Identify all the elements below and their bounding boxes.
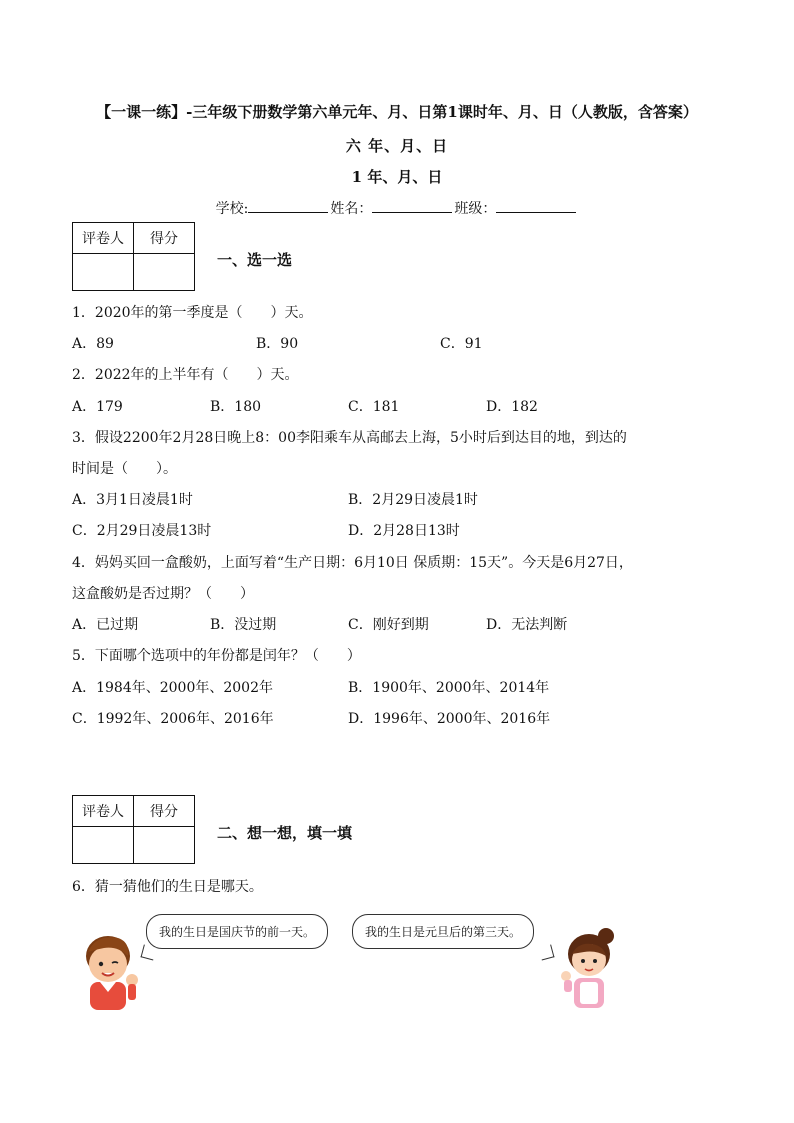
- question-2: 2．2022年的上半年有（ ）天。: [72, 367, 299, 383]
- boy-illustration-icon: [74, 930, 146, 1014]
- score-header: 得分: [134, 223, 195, 254]
- document-title: 【一课一练】-三年级下册数学第六单元年、月、日第1课时年、月、日（人教版，含答案）: [96, 103, 698, 121]
- q2-option-c[interactable]: C．181: [348, 399, 400, 415]
- question-6: 6．猜一猜他们的生日是哪天。: [72, 879, 263, 895]
- score-header: 得分: [134, 796, 195, 827]
- girl-illustration-icon: [556, 924, 622, 1014]
- question-5: 5．下面哪个选项中的年份都是闰年？（ ）: [72, 648, 361, 664]
- class-label: 班级：: [454, 201, 497, 217]
- q5-option-a[interactable]: A．1984年、2000年、2002年: [72, 680, 273, 696]
- grader-cell[interactable]: [73, 254, 134, 291]
- q1-option-a[interactable]: A．89: [72, 336, 114, 352]
- q4-option-d[interactable]: D．无法判断: [486, 617, 568, 633]
- name-label: 姓名：: [330, 201, 373, 217]
- unit-title: 六 年、月、日: [345, 137, 449, 155]
- girl-speech-bubble: 我的生日是元旦后的第三天。: [352, 914, 534, 949]
- q1-option-c[interactable]: C．91: [440, 336, 483, 352]
- score-cell[interactable]: [134, 827, 195, 864]
- q1-option-b[interactable]: B．90: [256, 336, 299, 352]
- student-info-line: [0, 198, 794, 218]
- school-blank[interactable]: [248, 198, 328, 213]
- boy-speech-bubble: 我的生日是国庆节的前一天。: [146, 914, 328, 949]
- q3-option-a[interactable]: A．3月1日凌晨1时: [72, 492, 193, 508]
- section-2-title: 二、想一想，填一填: [217, 824, 353, 842]
- q4-option-c[interactable]: C．刚好到期: [348, 617, 429, 633]
- girl-bubble-tail: [539, 945, 555, 961]
- q3-option-c[interactable]: C．2月29日凌晨13时: [72, 523, 212, 539]
- section-1-title: 一、选一选: [217, 251, 293, 269]
- school-label: 学校:: [215, 201, 249, 217]
- score-table-1: [72, 222, 195, 291]
- q2-option-d[interactable]: D．182: [486, 399, 538, 415]
- question-3-line-1: 3．假设2200年2月28日晚上8：00李阳乘车从高邮去上海，5小时后到达目的地，到达的: [72, 430, 627, 446]
- q4-option-b[interactable]: B．没过期: [210, 617, 277, 633]
- question-1: 1．2020年的第一季度是（ ）天。: [72, 305, 313, 321]
- q5-option-b[interactable]: B．1900年、2000年、2014年: [348, 680, 550, 696]
- grader-cell[interactable]: [73, 827, 134, 864]
- lesson-title: 1 年、月、日: [351, 168, 443, 186]
- q2-option-a[interactable]: A．179: [72, 399, 123, 415]
- q5-option-d[interactable]: D．1996年、2000年、2016年: [348, 711, 551, 727]
- q2-option-b[interactable]: B．180: [210, 399, 262, 415]
- q4-option-a[interactable]: A．已过期: [72, 617, 139, 633]
- score-table-2: [72, 795, 195, 864]
- name-blank[interactable]: [372, 198, 452, 213]
- q3-option-b[interactable]: B．2月29日凌晨1时: [348, 492, 478, 508]
- question-4-line-2: 这盒酸奶是否过期？（ ）: [72, 586, 254, 602]
- question-4-line-1: 4．妈妈买回一盒酸奶，上面写着“生产日期：6月10日 保质期：15天”。今天是6月27日，: [72, 555, 633, 571]
- grader-header: 评卷人: [73, 796, 134, 827]
- class-blank[interactable]: [496, 198, 576, 213]
- question-3-line-2: 时间是（ ）。: [72, 461, 177, 477]
- score-cell[interactable]: [134, 254, 195, 291]
- grader-header: 评卷人: [73, 223, 134, 254]
- q3-option-d[interactable]: D．2月28日13时: [348, 523, 460, 539]
- q5-option-c[interactable]: C．1992年、2006年、2016年: [72, 711, 274, 727]
